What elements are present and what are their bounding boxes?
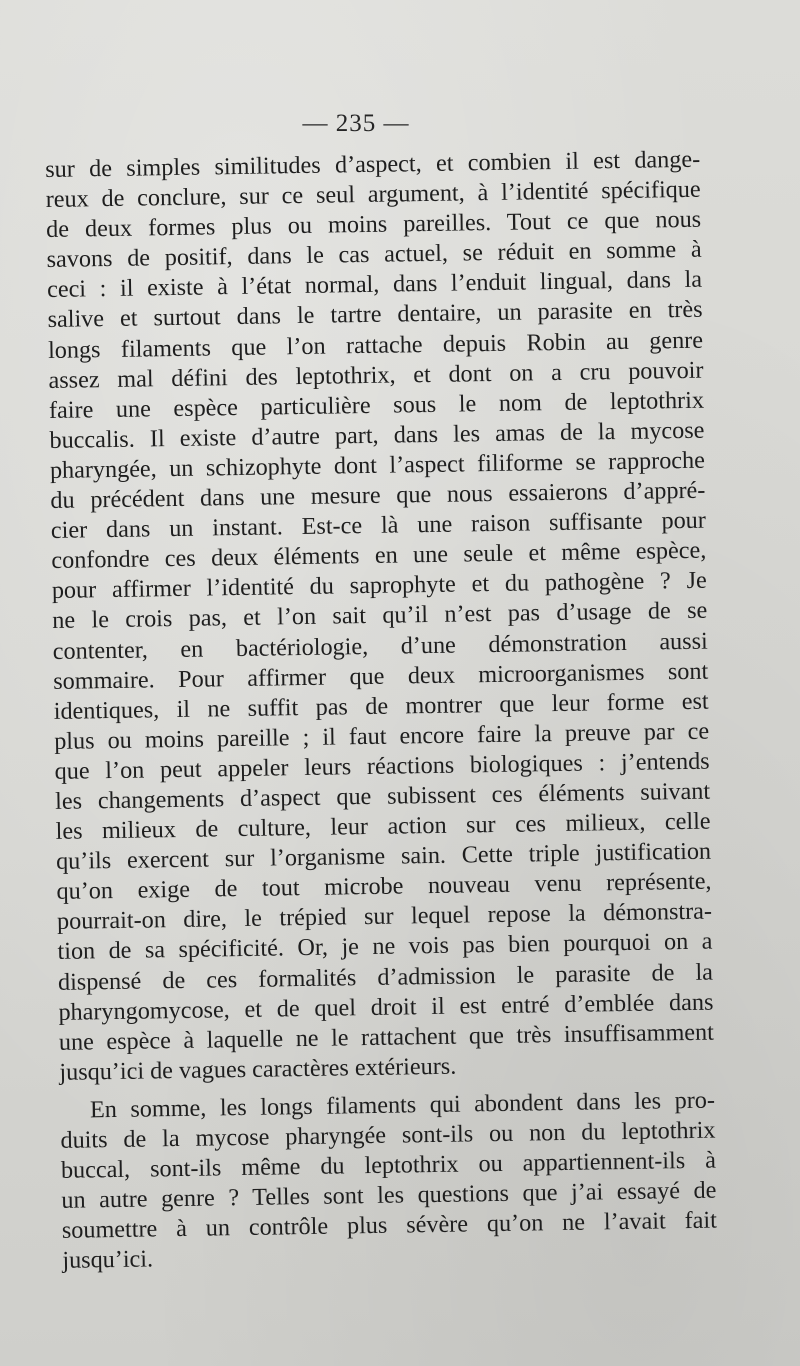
text-line: qu’ils exercent sur l’organisme sain. Cette triple justification [55,837,712,876]
body-text [45,145,718,1277]
text-line: faire une espèce particulière sous le nom de leptothrix [48,386,705,424]
text-line: sur de simples similitudes d’aspect, et combien il est dange- [45,145,701,183]
text-line: soumettre à un contrôle plus sévère qu’on ne l’avait fait [61,1206,718,1245]
text-line: ceci : il existe à l’état normal, dans l’enduit lingual, dans la [46,266,703,304]
text-line: de deux formes plus ou moins pareilles. Tout ce que nous [45,205,702,244]
text-line: pour affirmer l’identité du saprophyte et du pathogène ? Je [51,566,707,605]
text-line: les changements d’aspect que subissent ces éléments suivant [54,777,711,815]
text-line: salive et surtout dans le tartre dentaire, un parasite en très [47,296,703,334]
text-line: une espèce à laquelle ne le rattachent que très insuffisamment [58,1018,715,1056]
text-line: plus ou moins pareille ; il faut encore faire la preuve par ce [53,717,710,755]
text-line: pharyngomycose, et de quel droit il est entré d’emblée dans [58,988,714,1026]
text-line: ne le crois pas, et l’on sait qu’il n’est pas d’usage de se [52,597,708,635]
text-line: sommaire. Pour affirmer que deux microorganismes sont [53,657,709,695]
text-line: savons de positif, dans le cas actuel, se réduit en somme à [46,235,702,274]
text-line: En somme, les longs filaments qui abondent dans les pro- [89,1086,716,1124]
text-line: buccalis. Il existe d’autre part, dans les amas de la mycose [49,416,705,454]
text-line: les milieux de culture, leur action sur ces milieux, celle [55,807,711,845]
text-line: cier dans un instant. Est-ce là une raison suffisante pour [50,506,707,545]
text-line: contenter, en bactériologie, d’une démonstration aussi [52,627,708,665]
text-line: jusqu’ici de vagues caractères extérieurs. [59,1052,457,1086]
page-number: — 235 — [302,110,410,137]
text-line: qu’on exige de tout microbe nouveau venu représente, [56,867,712,906]
text-line: assez mal défini des leptothrix, et dont on a cru pouvoir [48,356,704,394]
paragraph [60,1086,718,1277]
text-line: longs filaments que l’on rattache depuis Robin au genre [47,326,704,364]
text-line: dispensé de ces formalités d’admission le parasite de la [57,958,714,996]
text-line: pourrait-on dire, le trépied sur lequel repose la démonstra- [56,897,713,936]
text-line: jusqu’ici. [62,1245,154,1275]
text-line: tion de sa spécificité. Or, je ne vois pas bien pourquoi on a [57,928,713,966]
text-line: duits de la mycose pharyngée sont-ils ou non du leptothrix [60,1116,716,1154]
text-line: confondre ces deux éléments en une seule et même espèce, [51,536,707,575]
text-line: du précédent dans une mesure que nous essaierons d’appré- [50,476,706,514]
text-line: que l’on peut appeler leurs réactions biologiques : j’entends [54,747,710,785]
text-line: reux de conclure, sur ce seul argument, à l’identité spécifique [45,175,701,214]
text-line: pharyngée, un schizophyte dont l’aspect filiforme se rapproche [49,446,706,484]
text-line: identiques, il ne suffit pas de montrer que leur forme est [53,687,709,725]
text-line: un autre genre ? Telles sont les questions que j’ai essayé de [61,1176,717,1215]
text-line: buccal, sont-ils même du leptothrix ou appartiennent-ils à [60,1146,717,1184]
paragraph [45,145,715,1088]
